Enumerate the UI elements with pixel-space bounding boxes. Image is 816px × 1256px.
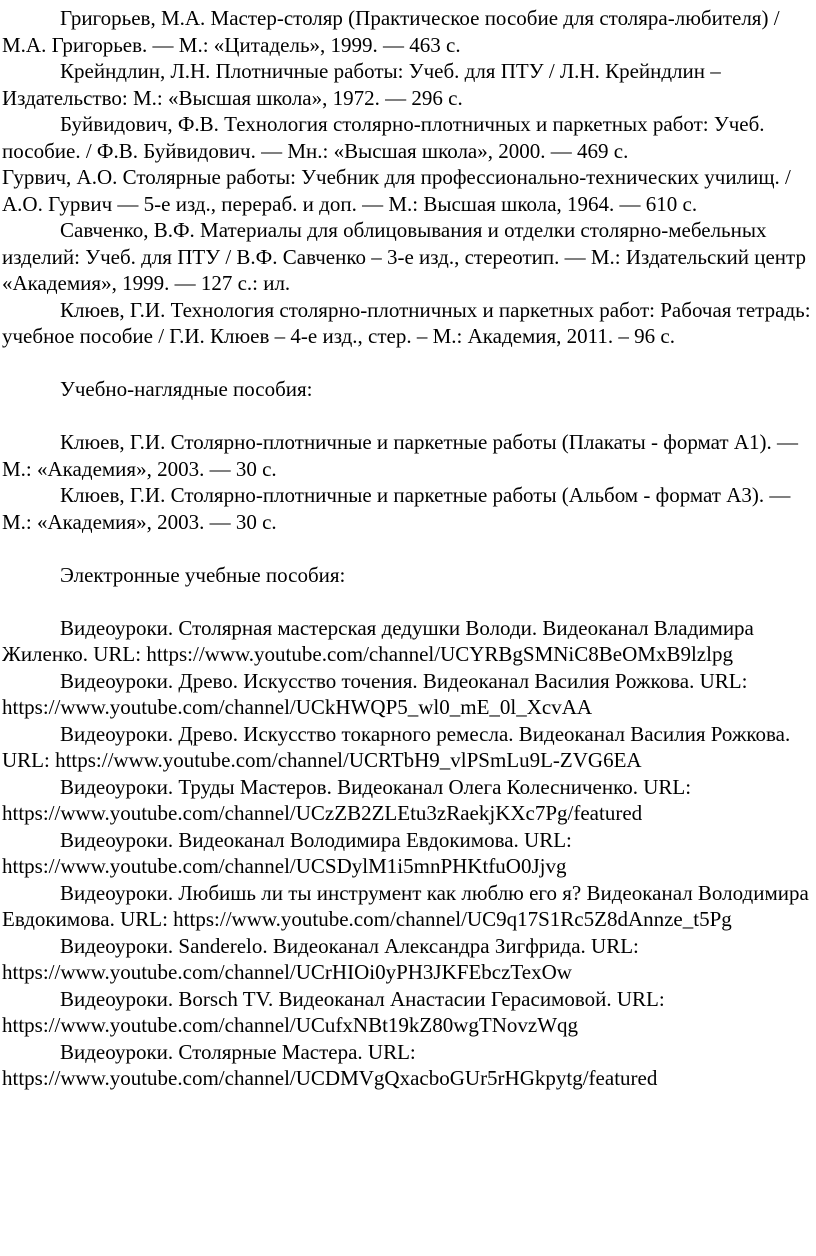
bibliography-body [2, 5, 816, 1092]
paragraph-gap [2, 403, 816, 430]
electronic-item: Видеоуроки. Столярная мастерская дедушки Володи. Видеоканал Владимира Жиленко. URL: https://www.youtube.com/channel/UCYRBgSMNiC8BeOMxB9lzlpg [2, 615, 754, 666]
electronic-item: Видеоуроки. Borsch TV. Видеоканал Анастасии Герасимовой. URL: https://www.youtube.com/channel/UCufxNBt19kZ80wgTNovzWqg [2, 986, 665, 1037]
paragraph-gap [2, 350, 816, 377]
electronic-item: Видеоуроки. Видеоканал Володимира Евдокимова. URL: https://www.youtube.com/channel/UCSDylM1i5mnPHKtfuO0Jjvg [2, 827, 572, 878]
visual-aids-heading: Учебно-наглядные пособия: [60, 377, 313, 401]
paragraph-gap [2, 535, 816, 562]
electronic-item: Видеоуроки. Столярные Мастера. URL: https://www.youtube.com/channel/UCDMVgQxacboGUr5rHGkpytg/featured [2, 1039, 658, 1090]
reference-item: Гурвич, А.О. Столярные работы: Учебник для профессионально-технических училищ. / А.О. Гурвич — 5-е изд., перераб. и доп. — М.: Высшая школа, 1964. — 610 с. [2, 165, 791, 216]
electronic-item: Видеоуроки. Любишь ли ты инструмент как люблю его я? Видеоканал Володимира Евдокимова. URL: https://www.youtube.com/channel/UC9q17S1Rc5Z8dAnnze_t5Pg [2, 880, 809, 931]
reference-item: Григорьев, М.А. Мастер-столяр (Практическое пособие для столяра-любителя) / М.А. Григорьев. ― М.: «Цитадель», 1999. ― 463 с. [2, 6, 780, 57]
reference-item: Буйвидович, Ф.В. Технология столярно-плотничных и паркетных работ: Учеб. пособие. / Ф.В. Буйвидович. ― Мн.: «Высшая школа», 2000. ― 469 с. [2, 112, 765, 163]
paragraph-gap [2, 588, 816, 615]
electronic-item: Видеоуроки. Труды Мастеров. Видеоканал Олега Колесниченко. URL: https://www.youtube.com/channel/UCzZB2ZLEtu3zRaekjKXc7Pg/featured [2, 774, 692, 825]
electronic-heading: Электронные учебные пособия: [60, 562, 346, 587]
reference-item: Крейндлин, Л.Н. Плотничные работы: Учеб. для ПТУ / Л.Н. Крейндлин – Издательство: М.: «Высшая школа», 1972. ― 296 с. [2, 59, 721, 110]
electronic-item: Видеоуроки. Sanderelo. Видеоканал Александра Зигфрида. URL: https://www.youtube.com/channel/UCrHIOi0yPH3JKFEbczTexOw [2, 933, 639, 984]
visual-aid-item: Клюев, Г.И. Столярно-плотничные и паркетные работы (Плакаты - формат А1). ― М.: «Академия», 2003. ― 30 с. [2, 430, 799, 481]
reference-item: Клюев, Г.И. Технология столярно-плотничных и паркетных работ: Рабочая тетрадь: учебное пособие / Г.И. Клюев – 4-е изд., стер. – М.: Академия, 2011. – 96 с. [2, 297, 811, 348]
reference-item: Савченко, В.Ф. Материалы для облицовывания и отделки столярно-мебельных изделий: Учеб. для ПТУ / В.Ф. Савченко – 3-е изд., стереотип. ― М.: Издательский центр «Академия», 1999. ― 127 с.: ил. [2, 218, 806, 295]
electronic-item: Видеоуроки. Древо. Искусство точения. Видеоканал Василия Рожкова. URL: https://www.youtube.com/channel/UCkHWQP5_wl0_mE_0l_XcvAA [2, 668, 748, 719]
electronic-item: Видеоуроки. Древо. Искусство токарного ремесла. Видеоканал Василия Рожкова. URL: https://www.youtube.com/channel/UCRTbH9_vlPSmLu9L-ZVG6EA [2, 721, 791, 772]
visual-aid-item: Клюев, Г.И. Столярно-плотничные и паркетные работы (Альбом - формат А3). ― М.: «Академия», 2003. ― 30 с. [2, 483, 791, 534]
